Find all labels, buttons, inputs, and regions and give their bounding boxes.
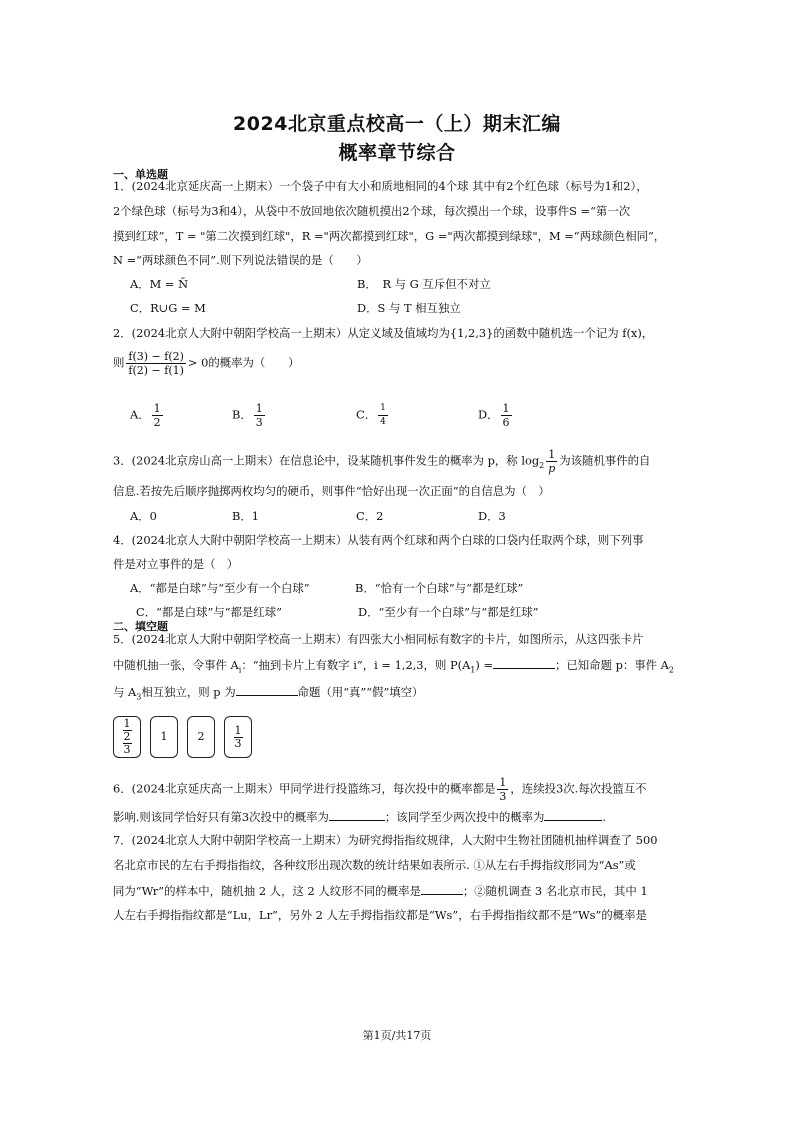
q5-line-2-text: 中随机抽一张，令事件 A <box>113 658 239 672</box>
q2-fraction-numerator: f(3) − f(2) <box>128 350 184 363</box>
q5-sub-i: i <box>238 665 242 675</box>
q2-option-a-fraction <box>152 402 163 429</box>
q2-line-1: 2．(2024北京人大附中朝阳学校高一上期末）从定义域及值域均为{1,2,3}的函数中随机选一个记为 f(x)， <box>113 326 654 340</box>
q2-b-den: 3 <box>255 416 263 429</box>
q5-line-2-mid: ：“抽到卡片上有数字 i”，i = 1,2,3，则 P(A <box>241 658 471 672</box>
q1-line-1: 1．(2024北京延庆高一上期末）一个袋子中有大小和质地相同的4个球 其中有2个红色球（标号为1和2）， <box>113 179 648 193</box>
q3-fraction-den: p <box>548 462 556 475</box>
number-card-4 <box>224 716 252 758</box>
q3-option-c: C．2 <box>356 509 384 523</box>
q6-line-1-end: ，连续投3次.每次投篮互不 <box>510 781 647 796</box>
q2-option-b-label: B． <box>232 407 252 422</box>
q7-line-2: 名北京市民的左右手拇指指纹，各种纹形出现次数的统计结果如表所示. ①从左右手拇指纹形同为“As”或 <box>113 858 636 872</box>
q2-option-c-fraction <box>378 402 388 429</box>
number-card-3 <box>187 716 215 758</box>
q6-line-2-end: . <box>602 810 607 824</box>
q5-line-2-post: ；已知命题 p：事件 A <box>555 658 669 672</box>
q3-log-base: 2 <box>539 460 545 470</box>
q4-option-d: D．“至少有一个白球”与“都是红球” <box>358 605 539 619</box>
q5-line-3-post: 命题（用“真”“假”填空） <box>297 685 424 699</box>
q2-condition-text: > 0的概率为（ ） <box>187 355 300 370</box>
q3-option-b: B．1 <box>232 509 260 523</box>
q2-a-num: 1 <box>153 402 161 415</box>
card-4-digit-2: 3 <box>234 736 242 750</box>
q5-sub-3: 3 <box>136 692 142 702</box>
card-2-digit-1: 1 <box>160 730 168 743</box>
card-1-digit-3: 3 <box>123 743 131 756</box>
section-heading-single-choice: 一、单选题 <box>113 168 168 181</box>
q4-line-1: 4．(2024北京人大附中朝阳学校高一上期末）从装有两个红球和两个白球的口袋内任取两个球，则下列事 <box>113 533 644 547</box>
q1-line-3: 摸到红球”，T = "第二次摸到红球"，R ="两次都摸到红球"，G ="两次都摸到绿球"，M =“两球颜色相同”， <box>113 229 666 243</box>
q5-sub-2: 2 <box>668 665 674 675</box>
q1-line-2: 2个绿色球（标号为3和4），从袋中不放回地依次随机摸出2个球，每次摸出一个球，设事件S =“第一次 <box>113 204 631 218</box>
q5-answer-blank-2[interactable] <box>236 683 298 696</box>
q2-fraction-denominator: f(2) − f(1) <box>128 364 184 377</box>
document-title: 2024北京重点校高一（上）期末汇编 <box>233 113 561 135</box>
q1-option-a: A．M = N̄ <box>130 277 189 291</box>
q3-fraction <box>546 448 557 475</box>
q5-line-3 <box>113 683 684 705</box>
card-1-digit-2: 2 <box>123 730 131 743</box>
q2-option-b <box>232 402 267 429</box>
q5-answer-blank-1[interactable] <box>493 656 555 669</box>
q6-answer-blank-2[interactable] <box>544 808 602 821</box>
q7-answer-blank-1[interactable] <box>421 882 463 895</box>
q6-line-1 <box>113 776 684 803</box>
q2-option-d <box>478 402 514 429</box>
q6-fraction-num: 1 <box>499 776 507 789</box>
q3-option-a: A．0 <box>130 509 157 523</box>
card-3-digit-1: 2 <box>197 730 205 743</box>
q4-option-a: A．“都是白球”与“至少有一个白球” <box>130 581 310 595</box>
q5-sub-1: 1 <box>470 665 476 675</box>
q6-line-2-text: 影响.则该同学恰好只有第3次投中的概率为 <box>113 810 329 824</box>
q6-fraction-den: 3 <box>499 790 507 803</box>
number-card-2 <box>150 716 178 758</box>
number-card-1 <box>113 716 141 758</box>
card-1-digit-1: 1 <box>123 717 131 730</box>
q3-line-1-end: 为该随机事件的自 <box>559 453 651 468</box>
q7-line-3-end: ；②随机调查 3 名北京市民，其中 1 <box>462 884 648 898</box>
q7-line-3 <box>113 882 684 899</box>
q2-c-num: 1 <box>378 402 388 416</box>
document-subtitle: 概率章节综合 <box>338 142 456 164</box>
q1-option-c: C．R∪G = M <box>130 301 206 315</box>
q2-option-a <box>130 402 165 429</box>
q5-line-2 <box>113 656 684 678</box>
q4-line-2: 件是对立事件的是（ ） <box>113 557 239 571</box>
q4-option-b: B．“恰有一个白球”与“都是红球” <box>355 581 524 595</box>
q7-line-3-text: 同为“Wr”的样本中，随机抽 2 人，这 2 人纹形不同的概率是 <box>113 884 421 898</box>
q5-line-3-text: 与 A <box>113 685 137 699</box>
q2-fraction <box>126 350 186 377</box>
q2-a-den: 2 <box>153 416 161 429</box>
q1-line-4: N =“两球颜色不同”.则下列说法错误的是（ ） <box>113 253 368 267</box>
q2-option-d-fraction <box>501 402 512 429</box>
q7-line-4: 人左右手拇指指纹都是“Lu，Lr”，另外 2 人左手拇指指纹都是“Ws”，右手拇指指纹都不是“Ws”的概率是 <box>113 908 647 922</box>
q5-equals: ) = <box>475 658 493 672</box>
q2-option-b-fraction <box>254 402 265 429</box>
q2-option-a-label: A． <box>130 407 150 422</box>
q6-line-2 <box>113 808 684 825</box>
q3-line-1 <box>113 448 684 475</box>
q2-option-c-label: C． <box>356 407 377 422</box>
q5-line-1: 5．(2024北京人大附中朝阳学校高一上期末）有四张大小相同标有数字的卡片，如图所示，从这四张卡片 <box>113 632 644 646</box>
q2-d-den: 6 <box>502 416 510 429</box>
q1-option-b: B． R 与 G 互斥但不对立 <box>357 277 491 291</box>
q3-fraction-num: 1 <box>546 448 557 462</box>
q3-line-1-text: 3．(2024北京房山高一上期末）在信息论中，设某随机事件发生的概率为 p，称 log <box>113 453 540 468</box>
q2-then-label: 则 <box>113 355 125 370</box>
q2-line-2 <box>113 350 684 377</box>
section-heading-fill-blank: 二、填空题 <box>113 620 168 633</box>
q5-line-3-mid: 相互独立，则 p 为 <box>141 685 236 699</box>
card-4-digit-1: 1 <box>234 723 242 737</box>
page-number-footer: 第1页/共17页 <box>362 1029 432 1042</box>
q6-line-1-text: 6．(2024北京延庆高一上期末）甲同学进行投篮练习，每次投中的概率都是 <box>113 781 496 796</box>
q6-line-2-mid: ；该同学至少两次投中的概率为 <box>384 810 545 824</box>
q3-option-d: D．3 <box>478 509 506 523</box>
q2-b-num: 1 <box>255 402 263 415</box>
q7-line-1: 7．(2024北京人大附中朝阳学校高一上期末）为研究拇指指纹规律，人大附中生物社团随机抽样调查了 500 <box>113 833 658 847</box>
q6-answer-blank-1[interactable] <box>329 808 385 821</box>
q2-option-c <box>356 402 390 429</box>
q2-c-den: 4 <box>380 417 386 427</box>
q6-fraction <box>497 776 508 803</box>
q3-line-2: 信息.若按先后顺序抛掷两枚均匀的硬币，则事件“恰好出现一次正面”的自信息为（ ） <box>113 484 550 498</box>
q2-option-d-label: D． <box>478 407 499 422</box>
q2-d-num: 1 <box>502 402 510 415</box>
q4-option-c: C．“都是白球”与“都是红球” <box>136 605 282 619</box>
q1-option-d: D．S 与 T 相互独立 <box>357 301 461 315</box>
